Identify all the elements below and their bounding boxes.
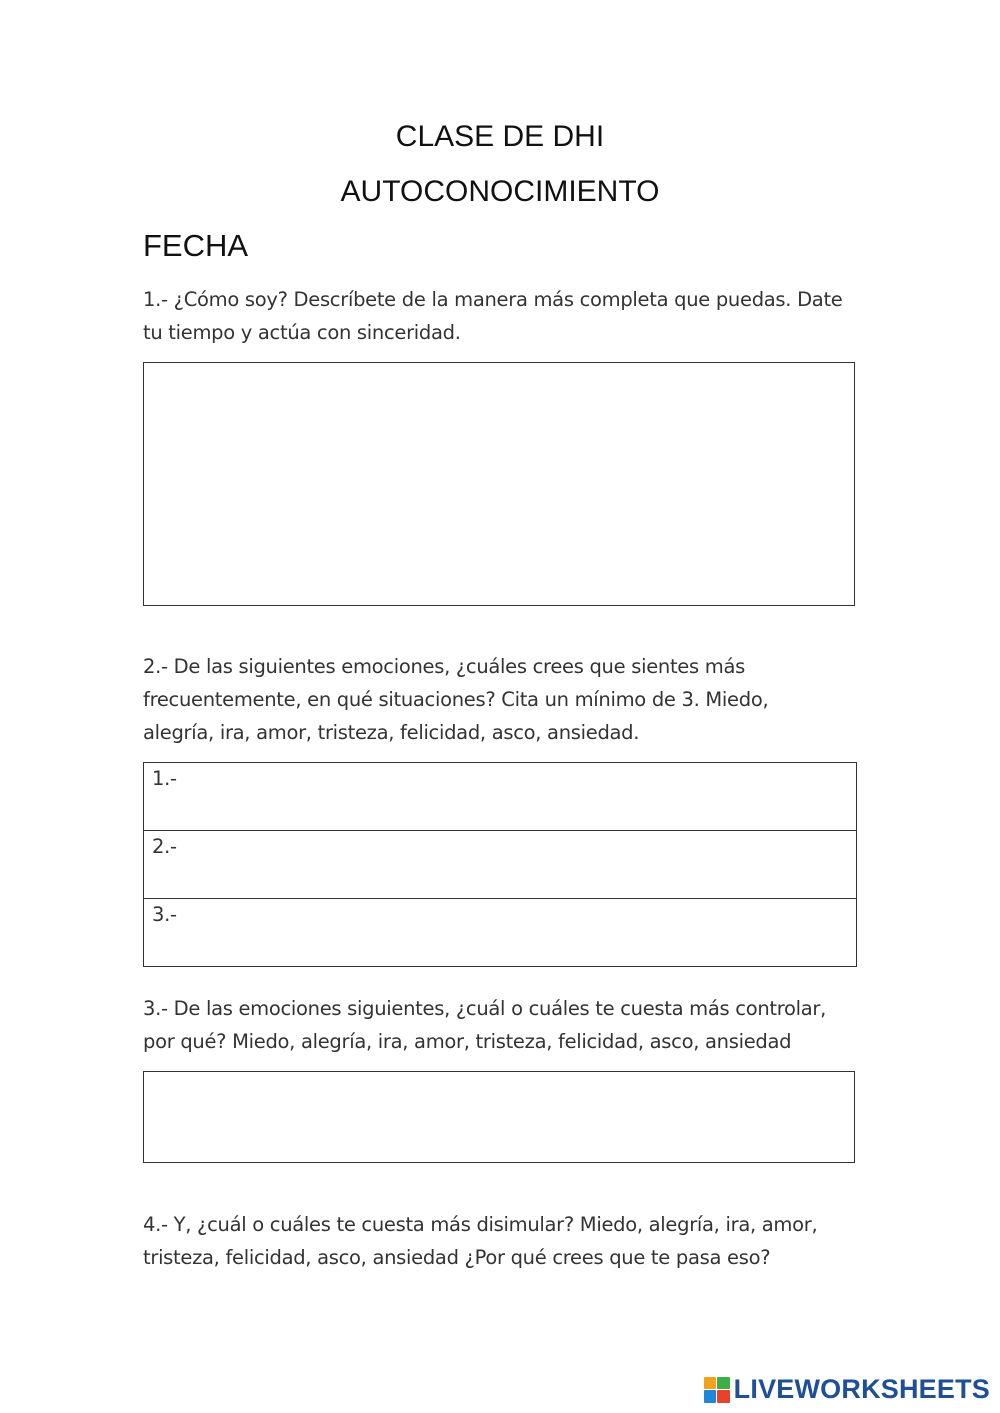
liveworksheets-brand <box>704 1374 990 1405</box>
answer-box-3[interactable] <box>143 1071 855 1163</box>
logo-square <box>717 1390 730 1403</box>
date-label: FECHA <box>143 228 249 263</box>
title-line-2: AUTOCONOCIMIENTO <box>340 175 660 208</box>
title-line-1: CLASE DE DHI <box>395 120 605 153</box>
logo-square <box>704 1377 717 1390</box>
question-4: 4.- Y, ¿cuál o cuáles te cuesta más disimular? Miedo, alegría, ira, amor, tristeza, felicidad, asco, ansiedad ¿Por qué crees que te pasa eso? <box>143 1213 818 1269</box>
logo-square <box>704 1390 717 1403</box>
answer-cell-3[interactable] <box>144 899 857 967</box>
logo-square <box>717 1377 730 1390</box>
answer-cell-1[interactable] <box>144 763 857 831</box>
row-label: 3.- <box>152 903 177 926</box>
row-label: 2.- <box>152 835 177 858</box>
answer-cell-2[interactable] <box>144 831 857 899</box>
row-label: 1.- <box>152 767 177 790</box>
brand-name: LIVEWORKSHEETS <box>733 1374 990 1404</box>
liveworksheets-logo-icon <box>704 1377 730 1403</box>
question-1: 1.- ¿Cómo soy? Descríbete de la manera más completa que puedas. Date tu tiempo y actúa con sinceridad. <box>143 288 843 344</box>
question-2: 2.- De las siguientes emociones, ¿cuáles crees que sientes más frecuentemente, en qué situaciones? Cita un mínimo de 3. Miedo, alegría, ira, amor, tristeza, felicidad, asco, ansiedad. <box>143 655 769 744</box>
table-row <box>144 763 857 831</box>
answer-table-2 <box>143 762 857 967</box>
table-row <box>144 831 857 899</box>
answer-box-1[interactable] <box>143 362 855 606</box>
question-3: 3.- De las emociones siguientes, ¿cuál o cuáles te cuesta más controlar, por qué? Miedo, alegría, ira, amor, tristeza, felicidad, asco, ansiedad <box>143 997 827 1053</box>
table-row <box>144 899 857 967</box>
